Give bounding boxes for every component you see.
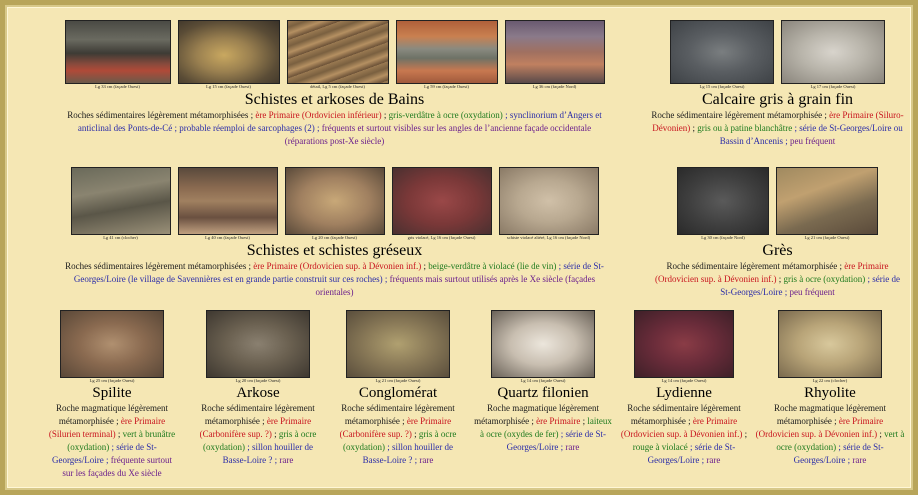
description-run: ;: [580, 415, 588, 426]
section-title: Grès: [762, 242, 793, 259]
section-title: Lydienne: [656, 385, 712, 401]
rock-photo-gres-2[interactable]: [776, 167, 878, 241]
rock-image: [505, 20, 605, 84]
section-gres: [650, 167, 905, 299]
section-title: Calcaire gris à grain fin: [701, 91, 854, 108]
description-run: ère Primaire (Carbonifère sup. ?): [199, 415, 312, 439]
description-run: ; synclinorium d’Angers et anticlinal des Ponts-de-Cé ; probable réemploi de sarcophages (2) ;: [77, 109, 602, 133]
rock-image: [178, 20, 280, 84]
rock-image: [178, 167, 278, 235]
description-run: beige-verdâtre à violacé (lie de vin): [428, 260, 557, 271]
rock-photo-schistes-greseux-4[interactable]: [392, 167, 492, 241]
section-quartz: [473, 310, 613, 454]
description-run: rare: [279, 454, 294, 465]
photo-caption: Lg 14 cm (façade Ouest): [661, 378, 707, 383]
photo-caption: Lg 41 cm (clocher): [103, 235, 138, 240]
section-description: [619, 402, 749, 467]
section-description: [473, 402, 613, 454]
rock-photo-arkose[interactable]: [206, 310, 310, 384]
photo-caption: Lg 15 cm (façade Ouest): [206, 84, 251, 89]
section-description: [333, 402, 463, 467]
section-description: [650, 109, 905, 148]
photo-caption: Lg 33 cm (façade Ouest): [95, 84, 140, 89]
description-run: ère Primaire (Ordovicien sup. à Dévonien inf.): [755, 415, 884, 439]
description-run: gris ou à patine blanchâtre: [697, 122, 793, 133]
rock-image: [65, 20, 171, 84]
rock-photo-lydienne[interactable]: [634, 310, 734, 384]
description-run: gris à ocre (oxydation): [343, 428, 457, 452]
description-run: ; sillon houiller de Basse-Loire ? ;: [222, 441, 313, 465]
description-run: rare: [565, 441, 580, 452]
rock-photo-calcaire-1[interactable]: [670, 20, 774, 90]
section-description: [650, 260, 905, 299]
description-run: fréquente surtout sur les façades du Xe siècle: [62, 454, 173, 478]
description-run: Roches sédimentaires légèrement métamorphisées ;: [65, 260, 254, 271]
photo-caption: Lg 14 cm (façade Ouest): [520, 378, 566, 383]
rock-image: [287, 20, 389, 84]
description-run: Roche sédimentaire légèrement métamorphisée ;: [666, 260, 845, 271]
section-rhyolite: [755, 310, 905, 467]
photo-caption: Lg 21 cm (façade Ouest): [375, 378, 421, 383]
rock-photo-quartz[interactable]: [491, 310, 595, 384]
rock-photo-schistes-arkoses-5[interactable]: [505, 20, 605, 90]
rock-image: [776, 167, 878, 235]
description-run: rare: [419, 454, 434, 465]
rock-photo-schistes-greseux-2[interactable]: [178, 167, 278, 241]
description-run: ;: [421, 260, 429, 271]
rock-image: [71, 167, 171, 235]
photo-caption: Lg 40 cm (façade Ouest): [205, 235, 250, 240]
description-run: ère Primaire (Ordovicien sup. à Dévonien inf.): [620, 415, 743, 439]
section-description: [193, 402, 323, 467]
section-lydienne: [619, 310, 749, 467]
section-description: [57, 109, 612, 148]
rock-photo-gres-1[interactable]: [677, 167, 769, 241]
photo-caption: Lg 30 cm (façade Nord): [701, 235, 745, 240]
description-run: fréquents mais surtout utilisés après le Xe siècle (façades orientales): [315, 273, 596, 297]
section-schistes-greseux: [57, 167, 612, 299]
section-calcaire: [650, 20, 905, 148]
section-description: [755, 402, 905, 467]
photo-caption: détail, Lg 5 cm (façade Ouest): [310, 84, 365, 89]
photo-caption: Lg 20 cm (façade Ouest): [235, 378, 281, 383]
section-description: [47, 402, 177, 480]
rock-photo-schistes-arkoses-3[interactable]: [287, 20, 389, 90]
section-title: Rhyolite: [804, 385, 856, 401]
description-run: Roche magmatique légèrement métamorphisée ;: [56, 402, 168, 426]
rock-photo-schistes-greseux-3[interactable]: [285, 167, 385, 241]
description-run: ; série de St-Georges/Loire ;: [647, 441, 736, 465]
description-run: ;: [381, 109, 389, 120]
rock-image: [670, 20, 774, 84]
description-run: Roche magmatique légèrement métamorphisée ;: [774, 402, 886, 426]
section-title: Spilite: [92, 385, 132, 401]
description-run: ;: [411, 428, 419, 439]
description-run: gris-verdâtre à ocre (oxydation): [388, 109, 503, 120]
section-arkose: [193, 310, 323, 467]
section-schistes-arkoses: [57, 20, 612, 148]
rock-photo-schistes-greseux-5[interactable]: [499, 167, 599, 241]
description-run: ère Primaire (Ordovicien inférieur): [255, 109, 382, 120]
section-spilite: [47, 310, 177, 480]
section-description: [57, 260, 612, 299]
section-title: Conglomérat: [358, 385, 438, 401]
description-run: ère Primaire (Silurien terminal): [48, 415, 166, 439]
photo-caption: Lg 20 cm (façade Ouest): [312, 235, 357, 240]
section-conglomerat: [333, 310, 463, 467]
photo-caption: gris violacé, Lg 16 cm (façade Ouest): [407, 235, 476, 240]
description-run: fréquents et surtout visibles sur les angles de l’ancienne façade occidentale (réparations post-Xe siècle): [284, 122, 592, 146]
photo-caption: Lg 59 cm (façade Ouest): [424, 84, 469, 89]
section-title: Arkose: [236, 385, 280, 401]
rock-image: [285, 167, 385, 235]
description-run: vert à brunâtre (oxydation): [67, 428, 176, 452]
description-run: rare: [706, 454, 721, 465]
rock-image: [346, 310, 450, 378]
rock-image: [396, 20, 498, 84]
content-frame: [5, 5, 913, 490]
description-run: Roche sédimentaire légèrement métamorphisée ;: [201, 402, 315, 426]
section-title: Schistes et arkoses de Bains: [244, 91, 425, 108]
description-run: ;: [115, 428, 123, 439]
rock-photo-spilite[interactable]: [60, 310, 164, 384]
description-run: Roche sédimentaire légèrement métamorphisée ;: [627, 402, 741, 426]
description-run: ; série de St-Georges/Loire ou Bassin d’Ancenis ;: [719, 122, 903, 146]
description-run: ; série de St-Georges/Loire (le village de Savennières est en grande partie construit sur ces roches) ;: [73, 260, 604, 284]
description-run: Roche sédimentaire légèrement métamorphisée ;: [651, 109, 830, 120]
section-title: Schistes et schistes gréseux: [246, 242, 423, 259]
rock-image: [634, 310, 734, 378]
rock-image: [491, 310, 595, 378]
description-run: laiteux à ocre (oxydes de fer): [480, 415, 612, 439]
description-run: ;: [690, 122, 698, 133]
rock-photo-schistes-arkoses-2[interactable]: [178, 20, 280, 90]
description-run: gris à ocre (oxydation): [203, 428, 317, 452]
rock-image: [781, 20, 885, 84]
photo-caption: Lg 17 cm (façade Ouest): [810, 84, 856, 89]
rock-image: [778, 310, 882, 378]
photo-caption: Lg 15 cm (façade Ouest): [699, 84, 745, 89]
description-run: ère Primaire (Carbonifère sup. ?): [339, 415, 452, 439]
rock-image: [499, 167, 599, 235]
rock-photo-schistes-greseux-1[interactable]: [71, 167, 171, 241]
description-run: ; série de St-Georges/Loire ;: [51, 441, 157, 465]
description-run: peu fréquent: [790, 135, 836, 146]
rock-image: [392, 167, 492, 235]
description-run: ;: [271, 428, 279, 439]
photo-caption: Lg 25 cm (façade Ouest): [89, 378, 135, 383]
description-run: ; série de St-Georges/Loire ;: [506, 428, 606, 452]
rock-photo-schistes-arkoses-4[interactable]: [396, 20, 498, 90]
rock-image: [677, 167, 769, 235]
rock-photo-conglomerat[interactable]: [346, 310, 450, 384]
description-run: ; série de St-Georges/Loire ;: [720, 273, 900, 297]
description-run: ère Primaire (Ordovicien sup. à Dévonien inf.): [655, 260, 889, 284]
rock-photo-schistes-arkoses-1[interactable]: [65, 20, 171, 90]
description-run: ère Primaire (Ordovicien sup. à Dévonien inf.): [253, 260, 422, 271]
description-run: ;: [742, 428, 748, 439]
description-run: rouge à violacé: [632, 441, 688, 452]
description-run: ; sillon houiller de Basse-Loire ? ;: [362, 441, 453, 465]
description-run: ;: [877, 428, 885, 439]
photo-caption: Lg 21 cm (façade Ouest): [804, 235, 850, 240]
description-run: ;: [776, 273, 784, 284]
rock-image: [206, 310, 310, 378]
description-run: ; série de St-Georges/Loire ;: [793, 441, 884, 465]
photo-caption: Lg 36 cm (façade Nord): [532, 84, 577, 89]
description-run: peu fréquent: [789, 286, 835, 297]
description-run: gris à ocre (oxydation): [783, 273, 866, 284]
description-run: rare: [852, 454, 867, 465]
description-run: ère Primaire: [536, 415, 581, 426]
description-run: ère Primaire (Siluro-Dévonien): [652, 109, 904, 133]
description-run: Roches sédimentaires légèrement métamorphisées ;: [67, 109, 256, 120]
rock-image: [60, 310, 164, 378]
description-run: Roche sédimentaire légèrement métamorphisée ;: [341, 402, 455, 426]
description-run: vert à ocre (oxydation): [776, 428, 905, 452]
photo-caption: schiste violacé altéré, Lg 16 cm (façade Nord): [506, 235, 591, 240]
rock-photo-rhyolite[interactable]: [778, 310, 882, 384]
description-run: Roche magmatique légèrement métamorphisée ;: [474, 402, 599, 426]
section-title: Quartz filonien: [497, 385, 589, 401]
rock-photo-calcaire-2[interactable]: [781, 20, 885, 90]
photo-caption: Lg 22 cm (clocher): [812, 378, 848, 383]
